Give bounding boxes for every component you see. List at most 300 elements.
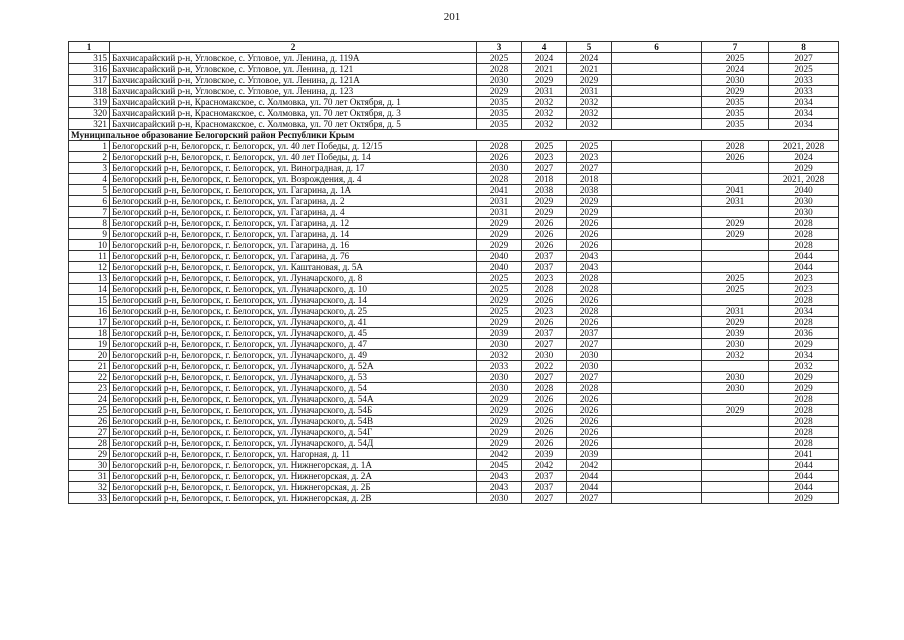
cell-n: 317 bbox=[69, 75, 110, 86]
cell-c4: 2042 bbox=[522, 460, 567, 471]
cell-n: 14 bbox=[69, 284, 110, 295]
cell-c6 bbox=[612, 97, 702, 108]
cell-c4: 2028 bbox=[522, 383, 567, 394]
table-row bbox=[69, 185, 839, 196]
table-row bbox=[69, 284, 839, 295]
cell-c3: 2025 bbox=[477, 284, 522, 295]
cell-addr: Белогорский р-н, Белогорск, г. Белогорск, ул. Луначарского, д. 54В bbox=[110, 416, 477, 427]
table-row bbox=[69, 218, 839, 229]
cell-c8: 2023 bbox=[769, 273, 839, 284]
cell-c4: 2027 bbox=[522, 493, 567, 504]
cell-n: 320 bbox=[69, 108, 110, 119]
cell-c5: 2026 bbox=[567, 427, 612, 438]
cell-c8: 2044 bbox=[769, 460, 839, 471]
cell-n: 9 bbox=[69, 229, 110, 240]
cell-c6 bbox=[612, 493, 702, 504]
cell-c5: 2029 bbox=[567, 207, 612, 218]
table-row bbox=[69, 493, 839, 504]
cell-c5: 2044 bbox=[567, 482, 612, 493]
cell-c6 bbox=[612, 119, 702, 130]
cell-n: 5 bbox=[69, 185, 110, 196]
cell-n: 318 bbox=[69, 86, 110, 97]
cell-c7 bbox=[702, 174, 769, 185]
cell-c4: 2023 bbox=[522, 152, 567, 163]
cell-n: 2 bbox=[69, 152, 110, 163]
cell-c5: 2027 bbox=[567, 163, 612, 174]
cell-c3: 2030 bbox=[477, 383, 522, 394]
cell-c5: 2031 bbox=[567, 86, 612, 97]
cell-c5: 2044 bbox=[567, 471, 612, 482]
cell-c5: 2039 bbox=[567, 449, 612, 460]
cell-c5: 2043 bbox=[567, 262, 612, 273]
cell-c6 bbox=[612, 306, 702, 317]
col-header: 8 bbox=[769, 42, 839, 53]
table-row bbox=[69, 317, 839, 328]
cell-c8: 2028 bbox=[769, 317, 839, 328]
cell-c8: 2044 bbox=[769, 262, 839, 273]
col-header: 5 bbox=[567, 42, 612, 53]
cell-c6 bbox=[612, 438, 702, 449]
table-row bbox=[69, 350, 839, 361]
cell-n: 22 bbox=[69, 372, 110, 383]
cell-c3: 2029 bbox=[477, 295, 522, 306]
table-row bbox=[69, 306, 839, 317]
section-title-row bbox=[69, 130, 839, 141]
cell-c5: 2026 bbox=[567, 218, 612, 229]
cell-c6 bbox=[612, 218, 702, 229]
cell-n: 13 bbox=[69, 273, 110, 284]
cell-c5: 2026 bbox=[567, 394, 612, 405]
cell-c6 bbox=[612, 262, 702, 273]
cell-n: 8 bbox=[69, 218, 110, 229]
cell-c3: 2029 bbox=[477, 86, 522, 97]
cell-c5: 2037 bbox=[567, 328, 612, 339]
cell-c8: 2036 bbox=[769, 328, 839, 339]
table-row bbox=[69, 273, 839, 284]
cell-addr: Белогорский р-н, Белогорск, г. Белогорск, ул. Нижнегорская, д. 2Б bbox=[110, 482, 477, 493]
cell-c8: 2040 bbox=[769, 185, 839, 196]
cell-addr: Белогорский р-н, Белогорск, г. Белогорск, ул. Луначарского, д. 8 bbox=[110, 273, 477, 284]
cell-c3: 2041 bbox=[477, 185, 522, 196]
table-row bbox=[69, 328, 839, 339]
cell-c5: 2018 bbox=[567, 174, 612, 185]
cell-addr: Белогорский р-н, Белогорск, г. Белогорск, ул. Луначарского, д. 54А bbox=[110, 394, 477, 405]
cell-c4: 2023 bbox=[522, 273, 567, 284]
cell-c7 bbox=[702, 460, 769, 471]
cell-c5: 2032 bbox=[567, 108, 612, 119]
cell-addr: Белогорский р-н, Белогорск, г. Белогорск, ул. Гагарина, д. 12 bbox=[110, 218, 477, 229]
table-row bbox=[69, 427, 839, 438]
cell-addr: Белогорский р-н, Белогорск, г. Белогорск, ул. Луначарского, д. 52А bbox=[110, 361, 477, 372]
cell-c3: 2029 bbox=[477, 240, 522, 251]
cell-c4: 2038 bbox=[522, 185, 567, 196]
cell-c3: 2029 bbox=[477, 416, 522, 427]
cell-c5: 2043 bbox=[567, 251, 612, 262]
cell-c5: 2028 bbox=[567, 284, 612, 295]
cell-c4: 2029 bbox=[522, 207, 567, 218]
cell-c7: 2029 bbox=[702, 317, 769, 328]
cell-n: 12 bbox=[69, 262, 110, 273]
cell-c4: 2039 bbox=[522, 449, 567, 460]
cell-c3: 2039 bbox=[477, 328, 522, 339]
cell-c8: 2028 bbox=[769, 427, 839, 438]
cell-c7: 2031 bbox=[702, 306, 769, 317]
cell-c4: 2026 bbox=[522, 317, 567, 328]
cell-addr: Белогорский р-н, Белогорск, г. Белогорск, ул. 40 лет Победы, д. 14 bbox=[110, 152, 477, 163]
cell-c8: 2029 bbox=[769, 372, 839, 383]
cell-c5: 2027 bbox=[567, 372, 612, 383]
table-row bbox=[69, 471, 839, 482]
belogorsk-rows bbox=[69, 141, 839, 504]
cell-c7 bbox=[702, 394, 769, 405]
cell-c3: 2026 bbox=[477, 152, 522, 163]
table-row bbox=[69, 163, 839, 174]
cell-c5: 2026 bbox=[567, 295, 612, 306]
cell-addr: Белогорский р-н, Белогорск, г. Белогорск, ул. Гагарина, д. 16 bbox=[110, 240, 477, 251]
cell-c5: 2029 bbox=[567, 196, 612, 207]
cell-n: 7 bbox=[69, 207, 110, 218]
cell-n: 27 bbox=[69, 427, 110, 438]
cell-c6 bbox=[612, 64, 702, 75]
cell-n: 10 bbox=[69, 240, 110, 251]
table-row bbox=[69, 108, 839, 119]
cell-c7: 2029 bbox=[702, 405, 769, 416]
cell-addr: Белогорский р-н, Белогорск, г. Белогорск, ул. Луначарского, д. 47 bbox=[110, 339, 477, 350]
cell-n: 6 bbox=[69, 196, 110, 207]
cell-addr: Бахчисарайский р-н, Угловское, с. Угловое, ул. Ленина, д. 121А bbox=[110, 75, 477, 86]
cell-c6 bbox=[612, 75, 702, 86]
cell-c6 bbox=[612, 383, 702, 394]
column-numbers-row bbox=[69, 42, 839, 53]
cell-c7 bbox=[702, 416, 769, 427]
cell-c8: 2028 bbox=[769, 394, 839, 405]
cell-c3: 2043 bbox=[477, 471, 522, 482]
cell-c3: 2030 bbox=[477, 339, 522, 350]
cell-c4: 2029 bbox=[522, 75, 567, 86]
cell-c3: 2033 bbox=[477, 361, 522, 372]
table-row bbox=[69, 295, 839, 306]
cell-c3: 2035 bbox=[477, 97, 522, 108]
cell-c6 bbox=[612, 449, 702, 460]
cell-c8: 2032 bbox=[769, 361, 839, 372]
cell-c6 bbox=[612, 372, 702, 383]
cell-c3: 2029 bbox=[477, 438, 522, 449]
cell-c6 bbox=[612, 317, 702, 328]
cell-c6 bbox=[612, 361, 702, 372]
cell-c8: 2044 bbox=[769, 251, 839, 262]
cell-addr: Белогорский р-н, Белогорск, г. Белогорск, ул. Нагорная, д. 11 bbox=[110, 449, 477, 460]
table-row bbox=[69, 119, 839, 130]
cell-c6 bbox=[612, 141, 702, 152]
cell-c5: 2026 bbox=[567, 229, 612, 240]
cell-addr: Белогорский р-н, Белогорск, г. Белогорск, ул. Луначарского, д. 54Г bbox=[110, 427, 477, 438]
cell-c7 bbox=[702, 251, 769, 262]
cell-c6 bbox=[612, 284, 702, 295]
cell-addr: Белогорский р-н, Белогорск, г. Белогорск, ул. 40 лет Победы, д. 12/15 bbox=[110, 141, 477, 152]
cell-addr: Белогорский р-н, Белогорск, г. Белогорск, ул. Нижнегорская, д. 2А bbox=[110, 471, 477, 482]
cell-n: 316 bbox=[69, 64, 110, 75]
cell-addr: Белогорский р-н, Белогорск, г. Белогорск, ул. Луначарского, д. 54 bbox=[110, 383, 477, 394]
cell-n: 31 bbox=[69, 471, 110, 482]
cell-c8: 2044 bbox=[769, 471, 839, 482]
cell-c5: 2026 bbox=[567, 405, 612, 416]
cell-c3: 2030 bbox=[477, 163, 522, 174]
cell-c8: 2033 bbox=[769, 86, 839, 97]
cell-c7: 2028 bbox=[702, 141, 769, 152]
cell-c4: 2018 bbox=[522, 174, 567, 185]
col-header: 3 bbox=[477, 42, 522, 53]
cell-addr: Бахчисарайский р-н, Угловское, с. Угловое, ул. Ленина, д. 123 bbox=[110, 86, 477, 97]
cell-c3: 2025 bbox=[477, 273, 522, 284]
cell-c6 bbox=[612, 394, 702, 405]
section-header bbox=[69, 130, 839, 141]
cell-c8: 2028 bbox=[769, 405, 839, 416]
cell-c3: 2042 bbox=[477, 449, 522, 460]
cell-addr: Белогорский р-н, Белогорск, г. Белогорск, ул. Гагарина, д. 1А bbox=[110, 185, 477, 196]
cell-addr: Белогорский р-н, Белогорск, г. Белогорск, ул. Нижнегорская, д. 2В bbox=[110, 493, 477, 504]
cell-c5: 2030 bbox=[567, 361, 612, 372]
cell-c3: 2032 bbox=[477, 350, 522, 361]
cell-c4: 2027 bbox=[522, 372, 567, 383]
cell-c5: 2028 bbox=[567, 383, 612, 394]
cell-c3: 2029 bbox=[477, 427, 522, 438]
cell-c4: 2027 bbox=[522, 163, 567, 174]
table-row bbox=[69, 383, 839, 394]
cell-c3: 2031 bbox=[477, 207, 522, 218]
cell-addr: Белогорский р-н, Белогорск, г. Белогорск, ул. Луначарского, д. 10 bbox=[110, 284, 477, 295]
cell-c8: 2030 bbox=[769, 207, 839, 218]
col-header: 7 bbox=[702, 42, 769, 53]
cell-c6 bbox=[612, 251, 702, 262]
section-title: Муниципальное образование Белогорский район Республики Крым bbox=[69, 130, 839, 141]
cell-c5: 2026 bbox=[567, 317, 612, 328]
cell-c8: 2034 bbox=[769, 97, 839, 108]
cell-c8: 2028 bbox=[769, 218, 839, 229]
cell-c8: 2029 bbox=[769, 383, 839, 394]
table-row bbox=[69, 86, 839, 97]
cell-c3: 2028 bbox=[477, 141, 522, 152]
table-row bbox=[69, 141, 839, 152]
cell-addr: Белогорский р-н, Белогорск, г. Белогорск, ул. Луначарского, д. 45 bbox=[110, 328, 477, 339]
cell-addr: Белогорский р-н, Белогорск, г. Белогорск, ул. Гагарина, д. 14 bbox=[110, 229, 477, 240]
cell-c7: 2029 bbox=[702, 229, 769, 240]
cell-c4: 2032 bbox=[522, 119, 567, 130]
cell-addr: Белогорский р-н, Белогорск, г. Белогорск, ул. Луначарского, д. 41 bbox=[110, 317, 477, 328]
cell-c6 bbox=[612, 196, 702, 207]
cell-c5: 2028 bbox=[567, 306, 612, 317]
cell-n: 21 bbox=[69, 361, 110, 372]
cell-c5: 2024 bbox=[567, 53, 612, 64]
cell-n: 33 bbox=[69, 493, 110, 504]
cell-c5: 2021 bbox=[567, 64, 612, 75]
cell-c4: 2025 bbox=[522, 141, 567, 152]
cell-addr: Бахчисарайский р-н, Угловское, с. Угловое, ул. Ленина, д. 119А bbox=[110, 53, 477, 64]
cell-c3: 2028 bbox=[477, 64, 522, 75]
cell-n: 3 bbox=[69, 163, 110, 174]
cell-addr: Белогорский р-н, Белогорск, г. Белогорск, ул. Луначарского, д. 49 bbox=[110, 350, 477, 361]
cell-c5: 2029 bbox=[567, 75, 612, 86]
cell-c7 bbox=[702, 240, 769, 251]
cell-n: 319 bbox=[69, 97, 110, 108]
cell-addr: Белогорский р-н, Белогорск, г. Белогорск, ул. Виноградная, д. 17 bbox=[110, 163, 477, 174]
cell-c4: 2032 bbox=[522, 97, 567, 108]
cell-c4: 2030 bbox=[522, 350, 567, 361]
cell-c5: 2026 bbox=[567, 438, 612, 449]
cell-c3: 2030 bbox=[477, 372, 522, 383]
cell-c4: 2026 bbox=[522, 394, 567, 405]
cell-c5: 2030 bbox=[567, 350, 612, 361]
cell-c7 bbox=[702, 361, 769, 372]
cell-c7: 2029 bbox=[702, 86, 769, 97]
cell-c4: 2026 bbox=[522, 295, 567, 306]
table-row bbox=[69, 482, 839, 493]
cell-c8: 2030 bbox=[769, 196, 839, 207]
cell-c4: 2022 bbox=[522, 361, 567, 372]
cell-c4: 2026 bbox=[522, 416, 567, 427]
table-row bbox=[69, 97, 839, 108]
cell-c8: 2034 bbox=[769, 306, 839, 317]
cell-c8: 2029 bbox=[769, 163, 839, 174]
cell-c5: 2027 bbox=[567, 493, 612, 504]
bakhchisaray-rows bbox=[69, 53, 839, 130]
cell-n: 11 bbox=[69, 251, 110, 262]
table-row bbox=[69, 372, 839, 383]
cell-c8: 2034 bbox=[769, 350, 839, 361]
cell-n: 30 bbox=[69, 460, 110, 471]
cell-addr: Белогорский р-н, Белогорск, г. Белогорск, ул. Луначарского, д. 53 bbox=[110, 372, 477, 383]
cell-c8: 2034 bbox=[769, 119, 839, 130]
cell-c7: 2030 bbox=[702, 383, 769, 394]
cell-c4: 2026 bbox=[522, 427, 567, 438]
cell-c4: 2037 bbox=[522, 471, 567, 482]
cell-c4: 2028 bbox=[522, 284, 567, 295]
cell-n: 23 bbox=[69, 383, 110, 394]
cell-c4: 2037 bbox=[522, 251, 567, 262]
cell-c6 bbox=[612, 427, 702, 438]
cell-c8: 2029 bbox=[769, 339, 839, 350]
cell-c6 bbox=[612, 273, 702, 284]
cell-c6 bbox=[612, 108, 702, 119]
table-row bbox=[69, 405, 839, 416]
col-header: 2 bbox=[110, 42, 477, 53]
cell-c6 bbox=[612, 471, 702, 482]
cell-c6 bbox=[612, 163, 702, 174]
cell-c5: 2025 bbox=[567, 141, 612, 152]
cell-n: 315 bbox=[69, 53, 110, 64]
cell-c8: 2029 bbox=[769, 493, 839, 504]
cell-c6 bbox=[612, 482, 702, 493]
cell-addr: Белогорский р-н, Белогорск, г. Белогорск, ул. Гагарина, д. 2 bbox=[110, 196, 477, 207]
cell-n: 17 bbox=[69, 317, 110, 328]
cell-c7 bbox=[702, 295, 769, 306]
cell-c4: 2037 bbox=[522, 328, 567, 339]
cell-c6 bbox=[612, 229, 702, 240]
cell-c3: 2030 bbox=[477, 75, 522, 86]
cell-c3: 2028 bbox=[477, 174, 522, 185]
table-row bbox=[69, 196, 839, 207]
cell-addr: Белогорский р-н, Белогорск, г. Белогорск, ул. Луначарского, д. 14 bbox=[110, 295, 477, 306]
cell-c5: 2026 bbox=[567, 240, 612, 251]
table-row bbox=[69, 460, 839, 471]
cell-c7: 2024 bbox=[702, 64, 769, 75]
cell-c3: 2029 bbox=[477, 218, 522, 229]
cell-c4: 2032 bbox=[522, 108, 567, 119]
cell-c6 bbox=[612, 86, 702, 97]
cell-addr: Бахчисарайский р-н, Красномакское, с. Холмовка, ул. 70 лет Октября, д. 1 bbox=[110, 97, 477, 108]
cell-c8: 2024 bbox=[769, 152, 839, 163]
cell-c3: 2030 bbox=[477, 493, 522, 504]
table-row bbox=[69, 394, 839, 405]
cell-c6 bbox=[612, 339, 702, 350]
cell-n: 26 bbox=[69, 416, 110, 427]
cell-c6 bbox=[612, 328, 702, 339]
cell-c8: 2028 bbox=[769, 229, 839, 240]
cell-c3: 2029 bbox=[477, 317, 522, 328]
cell-c7: 2029 bbox=[702, 218, 769, 229]
cell-n: 24 bbox=[69, 394, 110, 405]
cell-n: 19 bbox=[69, 339, 110, 350]
cell-c4: 2026 bbox=[522, 229, 567, 240]
cell-c7: 2032 bbox=[702, 350, 769, 361]
cell-c7: 2025 bbox=[702, 284, 769, 295]
cell-c8: 2041 bbox=[769, 449, 839, 460]
cell-c6 bbox=[612, 240, 702, 251]
table-row bbox=[69, 152, 839, 163]
cell-c6 bbox=[612, 416, 702, 427]
cell-c8: 2027 bbox=[769, 53, 839, 64]
cell-c4: 2037 bbox=[522, 482, 567, 493]
cell-addr: Белогорский р-н, Белогорск, г. Белогорск, ул. Нижнегорская, д. 1А bbox=[110, 460, 477, 471]
cell-c8: 2028 bbox=[769, 438, 839, 449]
table-row bbox=[69, 64, 839, 75]
cell-c6 bbox=[612, 207, 702, 218]
cell-c6 bbox=[612, 350, 702, 361]
table-row bbox=[69, 361, 839, 372]
cell-c4: 2026 bbox=[522, 405, 567, 416]
cell-c6 bbox=[612, 295, 702, 306]
cell-c6 bbox=[612, 185, 702, 196]
cell-c7 bbox=[702, 493, 769, 504]
cell-c3: 2043 bbox=[477, 482, 522, 493]
cell-c8: 2021, 2028 bbox=[769, 174, 839, 185]
cell-c7: 2041 bbox=[702, 185, 769, 196]
table-row bbox=[69, 251, 839, 262]
cell-c7 bbox=[702, 471, 769, 482]
housing-register-table bbox=[68, 41, 839, 504]
cell-c4: 2026 bbox=[522, 240, 567, 251]
cell-c3: 2031 bbox=[477, 196, 522, 207]
table-row bbox=[69, 416, 839, 427]
cell-addr: Бахчисарайский р-н, Красномакское, с. Холмовка, ул. 70 лет Октября, д. 3 bbox=[110, 108, 477, 119]
cell-c7: 2030 bbox=[702, 339, 769, 350]
cell-c8: 2028 bbox=[769, 240, 839, 251]
cell-c3: 2045 bbox=[477, 460, 522, 471]
cell-c5: 2038 bbox=[567, 185, 612, 196]
cell-c8: 2025 bbox=[769, 64, 839, 75]
cell-n: 18 bbox=[69, 328, 110, 339]
cell-c7 bbox=[702, 427, 769, 438]
cell-n: 16 bbox=[69, 306, 110, 317]
table-row bbox=[69, 207, 839, 218]
table-row bbox=[69, 438, 839, 449]
cell-c4: 2023 bbox=[522, 306, 567, 317]
cell-c5: 2023 bbox=[567, 152, 612, 163]
table-row bbox=[69, 240, 839, 251]
cell-addr: Бахчисарайский р-н, Красномакское, с. Холмовка, ул. 70 лет Октября, д. 5 bbox=[110, 119, 477, 130]
cell-c3: 2029 bbox=[477, 394, 522, 405]
cell-c4: 2027 bbox=[522, 339, 567, 350]
cell-n: 20 bbox=[69, 350, 110, 361]
